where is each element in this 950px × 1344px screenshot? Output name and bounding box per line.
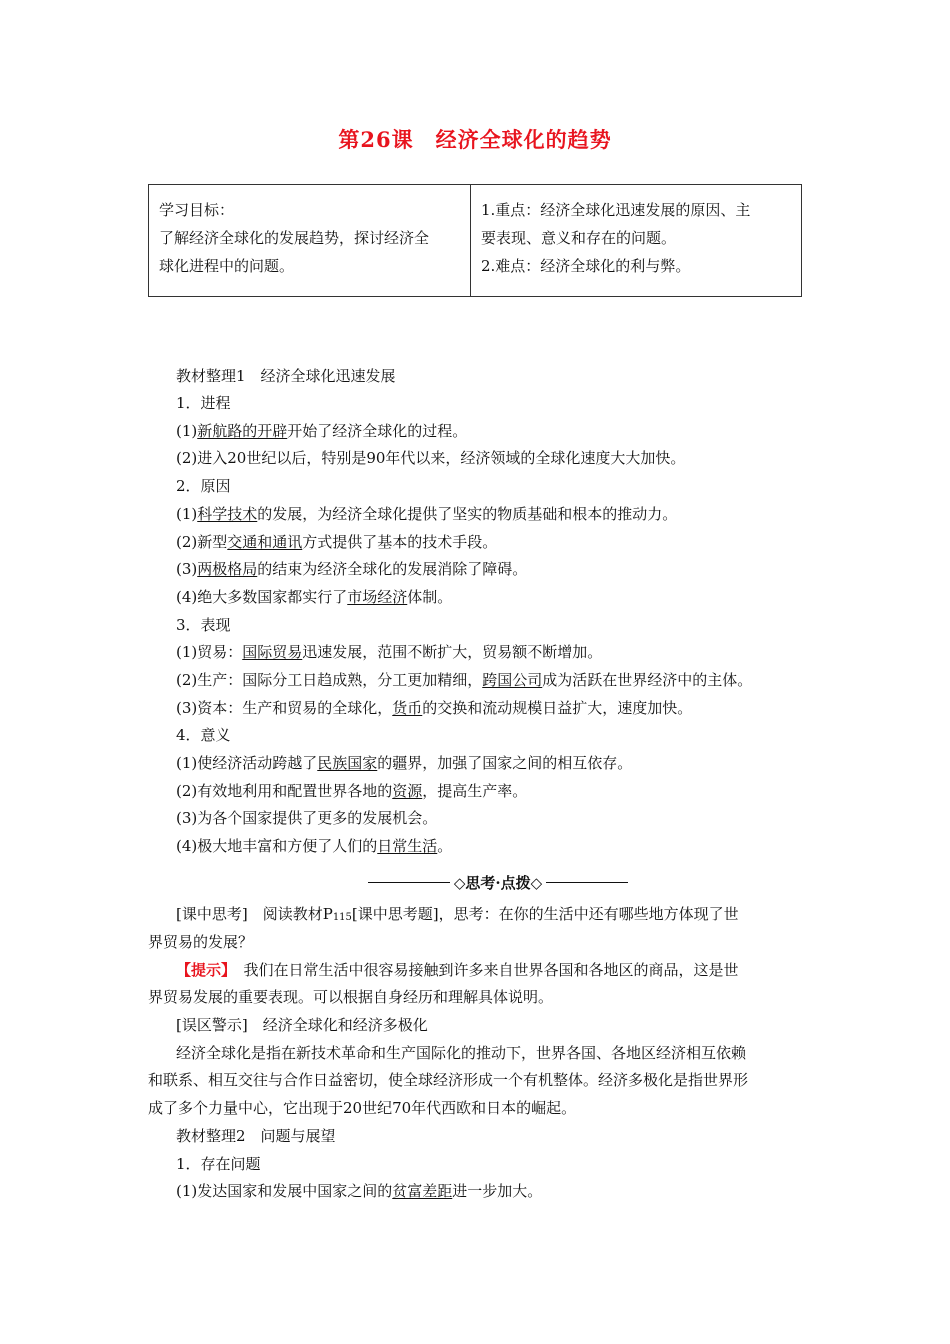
show-heading: 3．表现 [176,616,231,634]
learning-goals-table [148,184,802,297]
reason-item: (2)新型交通和通讯方式提供了基本的技术手段。 [176,533,498,551]
process-item: (2)进入20世纪以后，特别是90年代以来，经济领域的全球化速度大大加快。 [176,449,686,467]
process-heading: 1．进程 [176,394,231,412]
keyword: 货币 [392,699,423,717]
meaning-item: (1)使经济活动跨越了民族国家的疆界，加强了国家之间的相互依存。 [176,754,633,772]
keyword: 两极格局 [197,560,258,578]
keyword: 资源 [392,782,423,800]
difficulty-line: 2.难点：经济全球化的利与弊。 [481,257,691,275]
goals-text-line: 球化进程中的问题。 [159,257,295,275]
misconception-heading: [误区警示] 经济全球化和经济多极化 [176,1016,428,1034]
think-question: [课中思考] 阅读教材P115[课中思考题]，思考：在你的生活中还有哪些地方体现了世 [176,905,739,923]
reason-item: (4)绝大多数国家都实行了市场经济体制。 [176,588,453,606]
show-item: (3)资本：生产和贸易的全球化，货币的交换和流动规模日益扩大，速度加快。 [176,699,693,717]
keyword: 贫富差距 [392,1182,453,1200]
issue-item: (1)发达国家和发展中国家之间的贫富差距进一步加大。 [176,1182,543,1200]
page-title: 第26课 经济全球化的趋势 [338,127,612,152]
page-subscript: 115 [332,912,352,923]
hint-label: 【提示】 [176,961,229,979]
keyword: 日常生活 [377,837,438,855]
goals-left-cell [149,185,471,296]
keyword: 国际贸易 [242,643,303,661]
section2-heading: 教材整理2 问题与展望 [176,1127,336,1145]
keyword: 交通和通讯 [227,533,303,551]
meaning-item: (3)为各个国家提供了更多的发展机会。 [176,809,438,827]
reason-heading: 2．原因 [176,477,231,495]
keyword: 新航路的开辟 [197,422,288,440]
reason-item: (1)科学技术的发展，为经济全球化提供了坚实的物质基础和根本的推动力。 [176,505,678,523]
meaning-item: (2)有效地利用和配置世界各地的资源，提高生产率。 [176,782,528,800]
hint-line2: 界贸易发展的重要表现。可以根据自身经历和理解具体说明。 [148,988,554,1006]
misconception-text: 经济全球化是指在新技术革命和生产国际化的推动下，世界各国、各地区经济相互依赖 [176,1044,747,1062]
misconception-text: 和联系、相互交往与合作日益密切，使全球经济形成一个有机整体。经济多极化是指世界形 [148,1071,749,1089]
goals-right-cell [471,185,801,296]
keyword: 市场经济 [347,588,408,606]
show-item: (2)生产：国际分工日趋成熟，分工更加精细，跨国公司成为活跃在世界经济中的主体。 [176,671,753,689]
reason-item: (3)两极格局的结束为经济全球化的发展消除了障碍。 [176,560,528,578]
keyword: 民族国家 [317,754,378,772]
keyword: 跨国公司 [482,671,543,689]
key-point-line: 1.重点：经济全球化迅速发展的原因、主 [481,201,751,219]
keyword: 科学技术 [197,505,258,523]
think-question-line2: 界贸易的发展？ [148,933,254,951]
divider-rule-right [546,882,628,883]
meaning-heading: 4．意义 [176,726,231,744]
show-item: (1)贸易：国际贸易迅速发展，范围不断扩大，贸易额不断增加。 [176,643,603,661]
divider-rule-left [368,882,450,883]
divider-label: ◇思考·点拨◇ [453,873,543,892]
think-divider [368,872,628,892]
issue-heading: 1．存在问题 [176,1155,261,1173]
hint-line: 【提示】 我们在日常生活中很容易接触到许多来自世界各国和各地区的商品，这是世 [176,961,739,979]
section1-heading: 教材整理1 经济全球化迅速发展 [176,367,396,385]
key-point-line: 要表现、意义和存在的问题。 [481,229,677,247]
misconception-text: 成了多个力量中心，它出现于20世纪70年代西欧和日本的崛起。 [148,1099,577,1117]
goals-label: 学习目标： [159,201,235,219]
goals-text-line: 了解经济全球化的发展趋势，探讨经济全 [159,229,430,247]
meaning-item: (4)极大地丰富和方便了人们的日常生活。 [176,837,453,855]
process-item: (1)新航路的开辟开始了经济全球化的过程。 [176,422,468,440]
